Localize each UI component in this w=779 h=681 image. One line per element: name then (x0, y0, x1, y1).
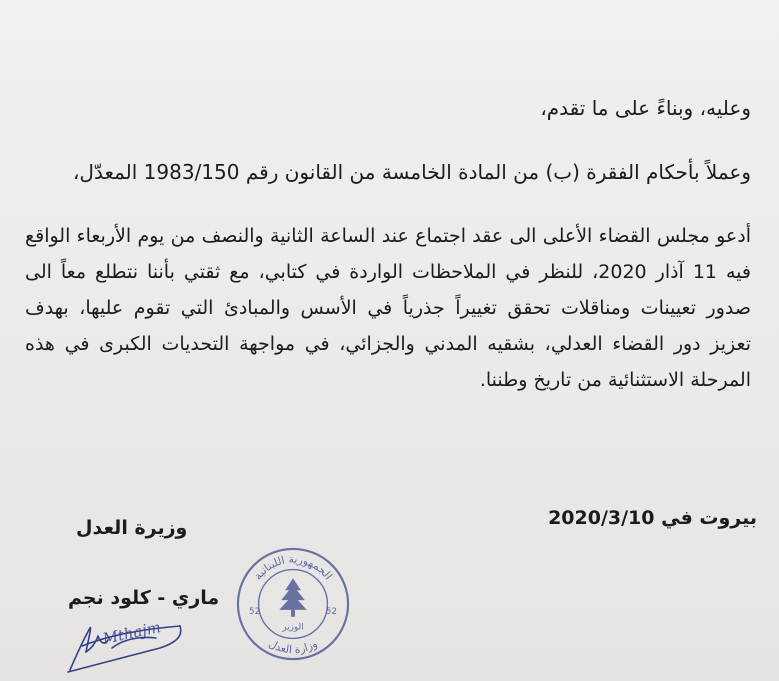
paragraph-line: تعزيز دور القضاء العدلي، بشقيه المدني والجزائي، في مواجهة التحديات الكبرى في هذه (25, 333, 751, 355)
cedar-icon (279, 578, 307, 616)
ministry-stamp (234, 545, 352, 663)
opening-line: وعليه، وبناءً على ما تقدم، (540, 96, 751, 120)
svg-text:وزارة العدل (267, 637, 320, 656)
stamp-top-text: الجمهورية اللبنانية (251, 552, 335, 583)
signature-text: Mthajm (101, 618, 163, 648)
stamp-bottom-text: وزارة العدل (266, 637, 320, 657)
paragraph-line: أدعو مجلس القضاء الأعلى الى عقد اجتماع عند الساعة الثانية والنصف من يوم الأربعاء الواقع (25, 225, 751, 247)
signatory-title: وزيرة العدل (76, 517, 188, 539)
paragraph-line: صدور تعيينات ومناقلات تحقق تغييراً جذرياً في الأسس والمبادئ التي تقوم عليها، بهدف (25, 297, 751, 319)
stamp-number-left: 52 (249, 606, 261, 617)
handwritten-signature (62, 612, 192, 674)
stamp-center-text: الوزير (282, 622, 304, 633)
signatory-name: ماري - كلود نجم (68, 587, 220, 609)
paragraph-line: المرحلة الاستثنائية من تاريخ وطننا. (479, 369, 751, 391)
legal-reference-line: وعملاً بأحكام الفقرة (ب) من المادة الخامسة من القانون رقم 1983/150 المعدّل، (72, 160, 751, 184)
stamp-number-right: 52 (325, 606, 337, 617)
date-line: بيروت في 2020/3/10 (548, 507, 757, 529)
paragraph-line: فيه 11 آذار 2020، للنظر في الملاحظات الواردة في كتابي، مع ثقتي بأننا نتطلع معاً الى (25, 261, 751, 283)
